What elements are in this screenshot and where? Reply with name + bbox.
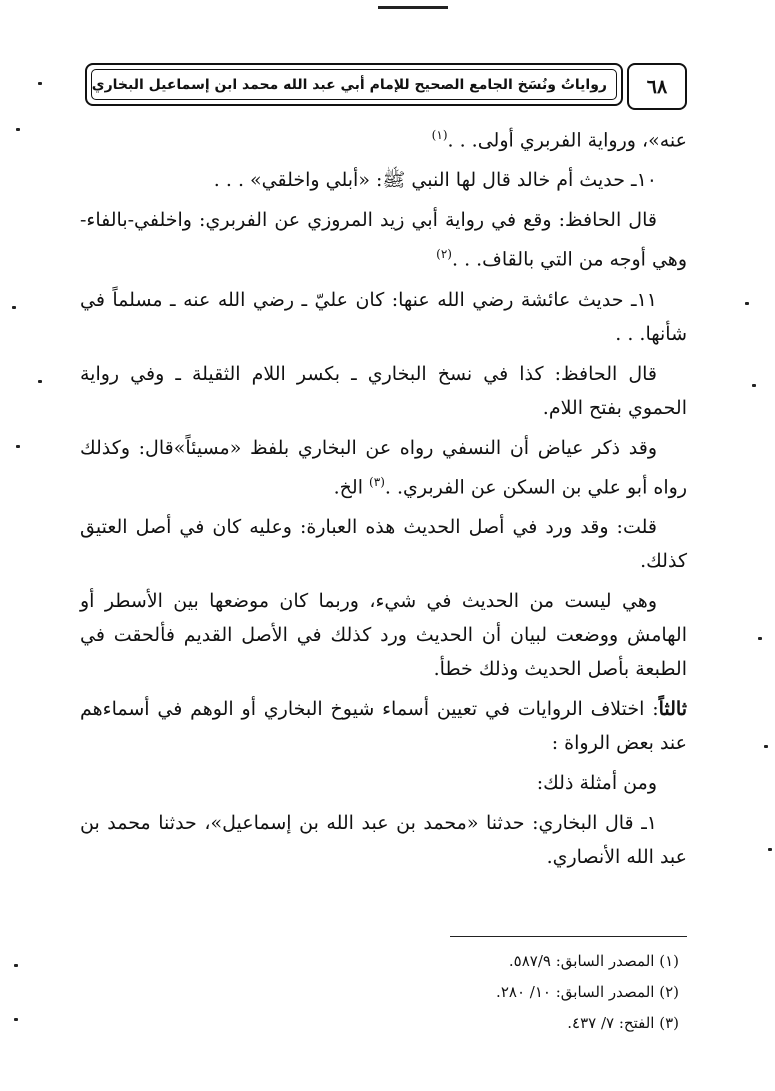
footnote-1: (١) المصدر السابق: ٥٨٧/٩. [508, 952, 679, 970]
paragraph-11: ١ـ قال البخاري: حدثنا «محمد بن عبد الله بن إسماعيل»، حدثنا محمد بن عبد الله الأنصاري. [80, 811, 687, 868]
paragraph-10: ومن أمثلة ذلك: [536, 771, 657, 794]
paragraph-2: ١٠ـ حديث أم خالد قال لها النبي ﷺ: «أبلي واخلقي» . . . [213, 169, 657, 192]
top-rule [378, 6, 448, 9]
footnote-2: (٢) المصدر السابق: ١٠/ ٢٨٠. [496, 983, 679, 1001]
paragraph-5: قال الحافظ: كذا في نسخ البخاري ـ بكسر اللام الثقيلة ـ وفي رواية الحموي بفتح اللام. [80, 362, 687, 419]
footnotes [80, 946, 687, 1039]
paragraph-9-text: : اختلاف الروايات في تعيين أسماء شيوخ البخاري أو الوهم في أسماءهم عند بعض الرواة : [80, 697, 687, 754]
margin-mark [14, 964, 18, 967]
margin-mark [12, 306, 16, 309]
margin-mark [14, 1018, 18, 1021]
paragraph-8: وهي ليست من الحديث في شيء، وربما كان موضعها بين الأسطر أو الهامش ووضعت لبيان أن الحديث ورد كذلك في الأصل القديم فألحقت في الطبعة بأصل الحديث وذلك خطأ. [80, 589, 687, 680]
margin-mark [745, 302, 749, 305]
footnote-ref-1: (١) [431, 128, 448, 142]
page-body [80, 118, 687, 880]
paragraph-1 [80, 118, 687, 157]
running-title: رواياتُ ونُسَخ الجامع الصحيح للإمام أبي عبد الله محمد ابن إسماعيل البخاري [85, 63, 623, 106]
paragraph-6-tail: الخ. [333, 475, 370, 498]
page-number: ٦٨ [627, 63, 687, 110]
footnote-ref-2: (٢) [436, 247, 452, 262]
paragraph-3-text: قال الحافظ: وقع في رواية أبي زيد المروزي عن الفربري: واخلفي-بالفاء- وهي أوجه من التي بالقاف. . . [80, 209, 687, 271]
section-lead: ثالثاً [658, 697, 687, 720]
margin-mark [752, 384, 756, 387]
margin-mark [38, 82, 42, 85]
paragraph-3 [80, 203, 687, 276]
paragraph-7: قلت: وقد ورد في أصل الحديث هذه العبارة: وعليه كان في أصل العتيق كذلك. [80, 515, 687, 572]
margin-mark [768, 848, 772, 851]
footnote-3: (٣) الفتح: ٧/ ٤٣٧. [567, 1014, 679, 1032]
paragraph-6-text: وقد ذكر عياض أن النسفي رواه عن البخاري بلفظ «مسيئاً»قال: وكذلك رواه أبو علي بن السكن عن الفربري. . [80, 436, 687, 498]
margin-mark [16, 128, 20, 131]
margin-mark [16, 445, 20, 448]
margin-mark [758, 637, 762, 640]
paragraph-1-text: عنه»، ورواية الفربري أولى. . . [447, 129, 687, 152]
paragraph-6 [80, 431, 687, 504]
page-header [85, 63, 687, 108]
margin-mark [38, 380, 42, 383]
footnote-ref-3: (٣) [369, 474, 385, 489]
footnote-separator [450, 936, 687, 937]
margin-mark [764, 745, 768, 748]
paragraph-9 [80, 692, 687, 760]
paragraph-4: ١١ـ حديث عائشة رضي الله عنها: كان عليّ ـ رضي الله عنه ـ مسلماً في شأنها. . . [80, 288, 687, 345]
